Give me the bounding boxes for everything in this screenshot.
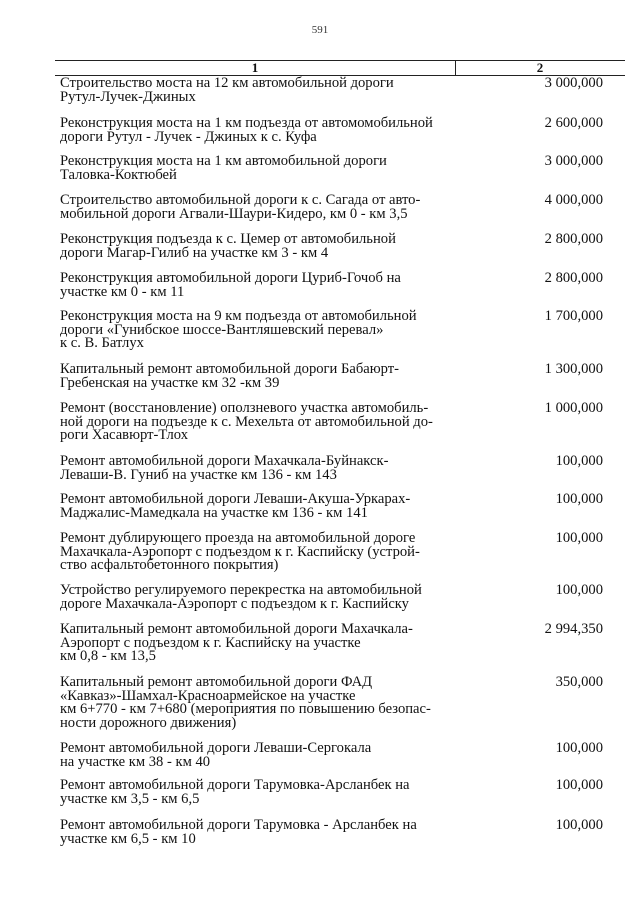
row-amount: 2 800,000 (544, 231, 603, 247)
row-amount: 100,000 (555, 740, 603, 756)
row-amount: 100,000 (555, 582, 603, 598)
row-amount: 3 000,000 (544, 75, 603, 91)
row-description: Устройство регулируемого перекрестка на автомобильной дороге Махачкала-Аэропорт с подъездом к г. Каспийску (60, 582, 422, 612)
row-description: Строительство автомобильной дороги к с. Сагада от авто- мобильной дороги Агвали-Шаури-Кидеро, км 0 - км 3,5 (60, 192, 421, 222)
row-description: Ремонт автомобильной дороги Леваши-Сергокала на участке км 38 - км 40 (60, 740, 372, 770)
row-description: Ремонт автомобильной дороги Тарумовка-Арсланбек на участке км 3,5 - км 6,5 (60, 777, 410, 807)
row-amount: 100,000 (555, 453, 603, 469)
row-description: Реконструкция автомобильной дороги Цуриб-Гочоб на участке км 0 - км 11 (60, 270, 401, 300)
row-description: Ремонт (восстановление) оползневого участка автомобиль- ной дороги на подъезде к с. Мехельта от автомобильной до- роги Хасавюрт-Тлох (60, 400, 433, 443)
row-amount: 1 700,000 (544, 308, 603, 324)
row-description: Строительство моста на 12 км автомобильной дороги Рутул-Лучек-Джиных (60, 75, 394, 105)
row-description: Ремонт автомобильной дороги Леваши-Акуша-Уркарах- Маджалис-Мамедкала на участке км 136 - км 141 (60, 491, 411, 521)
column-header-1: 1 (251, 60, 259, 75)
row-description: Реконструкция подъезда к с. Цемер от автомобильной дороги Магар-Гилиб на участке км 3 - км 4 (60, 231, 396, 261)
row-amount: 1 300,000 (544, 361, 603, 377)
row-description: Ремонт автомобильной дороги Тарумовка - Арсланбек на участке км 6,5 - км 10 (60, 817, 417, 847)
row-amount: 2 994,350 (544, 621, 603, 637)
row-amount: 100,000 (555, 777, 603, 793)
row-description: Реконструкция моста на 1 км автомобильной дороги Таловка-Коктюбей (60, 153, 387, 183)
column-header-2: 2 (536, 60, 544, 75)
row-description: Реконструкция моста на 1 км подъезда от автомомобильной дороги Рутул - Лучек - Джиных к с. Куфа (60, 115, 433, 145)
row-amount: 3 000,000 (544, 153, 603, 169)
row-amount: 2 800,000 (544, 270, 603, 286)
row-amount: 2 600,000 (544, 115, 603, 131)
row-description: Капитальный ремонт автомобильной дороги Бабаюрт- Гребенская на участке км 32 -км 39 (60, 361, 400, 391)
row-amount: 350,000 (555, 674, 603, 690)
row-amount: 4 000,000 (544, 192, 603, 208)
page-number: 591 (311, 24, 329, 36)
row-description: Ремонт автомобильной дороги Махачкала-Буйнакск- Леваши-В. Гуниб на участке км 136 - км 143 (60, 453, 389, 483)
row-description: Капитальный ремонт автомобильной дороги Махачкала- Аэропорт с подъездом к г. Каспийску на участке км 0,8 - км 13,5 (60, 621, 413, 664)
row-description: Реконструкция моста на 9 км подъезда от автомобильной дороги «Гунибское шоссе-Вантляшевский перевал» к с. В. Батлух (60, 308, 417, 351)
row-amount: 100,000 (555, 817, 603, 833)
row-description: Капитальный ремонт автомобильной дороги ФАД «Кавказ»-Шамхал-Красноармейское на участке км 6+770 - км 7+680 (мероприятия по повышению безопас- ности дорожного движения) (60, 674, 431, 731)
row-amount: 1 000,000 (544, 400, 603, 416)
row-amount: 100,000 (555, 491, 603, 507)
row-description: Ремонт дублирующего проезда на автомобильной дороге Махачкала-Аэропорт с подъездом к г. Каспийску (устрой- ство асфальтобетонного покрытия) (60, 530, 420, 573)
row-amount: 100,000 (555, 530, 603, 546)
